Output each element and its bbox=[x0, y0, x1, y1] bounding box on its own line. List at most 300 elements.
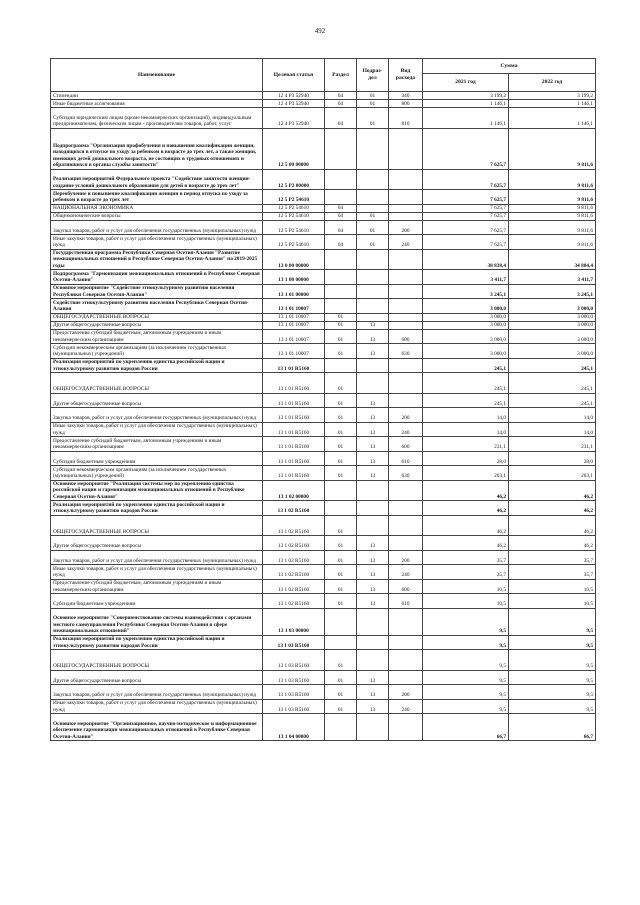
row-section-cell bbox=[325, 270, 357, 285]
row-section-cell: 01 bbox=[325, 565, 357, 580]
row-code-cell: 13 1 04 00000 bbox=[263, 714, 325, 741]
row-subsection-cell: 01 bbox=[357, 100, 389, 108]
row-code-cell: 12 5 P2 00000 bbox=[263, 169, 325, 190]
table-row bbox=[51, 249, 596, 270]
row-code-cell: 13 1 01 R5160 bbox=[263, 466, 325, 481]
row-name-cell: Реализация мероприятий по укреплению единства российской нации и этнокультурному развитию народов России bbox=[51, 501, 263, 516]
row-expense-type-cell: 240 bbox=[389, 565, 423, 580]
row-subsection-cell bbox=[357, 169, 389, 190]
row-name-cell: Другие общегосударственные вопросы bbox=[51, 670, 263, 685]
row-2021-cell: 7 625,7 bbox=[423, 204, 509, 212]
row-name-cell: Субсидии бюджетным учреждениям bbox=[51, 594, 263, 609]
row-2022-cell: 14,0 bbox=[509, 422, 596, 437]
table-row bbox=[51, 501, 596, 516]
row-code-cell: 12 4 P3 52940 bbox=[263, 92, 325, 100]
table-row bbox=[51, 699, 596, 714]
row-subsection-cell: 13 bbox=[357, 536, 389, 551]
row-section-cell: 01 bbox=[325, 650, 357, 671]
row-2022-cell: 3 000,0 bbox=[509, 329, 596, 344]
row-2021-cell: 3 000,0 bbox=[423, 344, 509, 359]
table-row bbox=[51, 579, 596, 594]
row-2021-cell: 35,7 bbox=[423, 550, 509, 565]
row-section-cell: 04 bbox=[325, 92, 357, 100]
row-2021-cell: 46,2 bbox=[423, 515, 509, 536]
row-expense-type-cell: 600 bbox=[389, 437, 423, 452]
row-expense-type-cell bbox=[389, 501, 423, 516]
row-expense-type-cell bbox=[389, 515, 423, 536]
row-2022-cell: 3 411,7 bbox=[509, 270, 596, 285]
row-name-cell: Иные закупки товаров, работ и услуг для обеспечения государственных (муниципальных) нужд bbox=[51, 422, 263, 437]
row-expense-type-cell bbox=[389, 321, 423, 329]
row-2022-cell: 66,7 bbox=[509, 714, 596, 741]
row-name-cell: Закупка товаров, работ и услуг для обеспечения государственных (муниципальных) нужд bbox=[51, 408, 263, 423]
row-code-cell: 12 5 P2 54610 bbox=[263, 220, 325, 235]
row-code-cell: 12 4 P3 52940 bbox=[263, 100, 325, 108]
row-2022-cell: 9,5 bbox=[509, 635, 596, 650]
header-sum: Сумма bbox=[423, 59, 596, 74]
row-subsection-cell: 01 bbox=[357, 108, 389, 129]
table-row bbox=[51, 670, 596, 685]
row-expense-type-cell bbox=[389, 393, 423, 408]
row-2022-cell: 9 811,6 bbox=[509, 235, 596, 250]
header-name: Наименование bbox=[51, 59, 263, 92]
row-code-cell: 13 1 03 R5160 bbox=[263, 670, 325, 685]
header-section: Раздел bbox=[325, 59, 357, 92]
row-name-cell: Субсидии некоммерческим организациям (за исключением государственных (муниципальных) учреждений) bbox=[51, 466, 263, 481]
row-2022-cell: 3 000,0 bbox=[509, 344, 596, 359]
row-code-cell: 13 1 02 R5160 bbox=[263, 594, 325, 609]
row-2022-cell: 3 245,1 bbox=[509, 284, 596, 299]
row-section-cell: 01 bbox=[325, 579, 357, 594]
row-section-cell bbox=[325, 249, 357, 270]
row-2021-cell: 7 625,7 bbox=[423, 128, 509, 169]
table-row bbox=[51, 358, 596, 373]
row-section-cell: 04 bbox=[325, 220, 357, 235]
row-subsection-cell bbox=[357, 650, 389, 671]
row-expense-type-cell: 240 bbox=[389, 699, 423, 714]
row-subsection-cell: 01 bbox=[357, 92, 389, 100]
row-2022-cell: 245,1 bbox=[509, 373, 596, 394]
row-2022-cell: 9,5 bbox=[509, 685, 596, 700]
table-row bbox=[51, 108, 596, 129]
row-subsection-cell bbox=[357, 249, 389, 270]
row-2021-cell: 3 199,2 bbox=[423, 92, 509, 100]
table-row bbox=[51, 204, 596, 212]
row-2021-cell: 3 000,0 bbox=[423, 321, 509, 329]
row-2022-cell: 10,5 bbox=[509, 579, 596, 594]
row-expense-type-cell: 810 bbox=[389, 108, 423, 129]
row-subsection-cell: 13 bbox=[357, 451, 389, 466]
row-section-cell: 01 bbox=[325, 594, 357, 609]
row-subsection-cell bbox=[357, 358, 389, 373]
row-section-cell: 01 bbox=[325, 313, 357, 321]
row-subsection-cell bbox=[357, 128, 389, 169]
row-expense-type-cell bbox=[389, 204, 423, 212]
row-section-cell: 04 bbox=[325, 212, 357, 220]
row-2021-cell: 9,5 bbox=[423, 650, 509, 671]
row-code-cell: 13 1 02 R5160 bbox=[263, 579, 325, 594]
row-subsection-cell bbox=[357, 190, 389, 205]
row-2021-cell: 7 625,7 bbox=[423, 220, 509, 235]
table-row bbox=[51, 299, 596, 314]
row-expense-type-cell bbox=[389, 284, 423, 299]
row-section-cell: 01 bbox=[325, 393, 357, 408]
row-expense-type-cell bbox=[389, 373, 423, 394]
row-expense-type-cell: 340 bbox=[389, 92, 423, 100]
row-expense-type-cell bbox=[389, 270, 423, 285]
row-expense-type-cell: 610 bbox=[389, 594, 423, 609]
row-expense-type-cell bbox=[389, 670, 423, 685]
row-code-cell: 13 1 01 R5160 bbox=[263, 451, 325, 466]
row-section-cell: 01 bbox=[325, 451, 357, 466]
table-row bbox=[51, 608, 596, 635]
row-name-cell: Предоставление субсидий бюджетным, автономным учреждениям и иным некоммерческим организациям bbox=[51, 437, 263, 452]
row-2022-cell: 245,1 bbox=[509, 393, 596, 408]
row-code-cell: 13 1 03 R5160 bbox=[263, 635, 325, 650]
row-2022-cell: 3 000,0 bbox=[509, 299, 596, 314]
row-name-cell: Субсидии некоммерческим организациям (за исключением государственных (муниципальных) учреждений) bbox=[51, 344, 263, 359]
row-expense-type-cell: 610 bbox=[389, 451, 423, 466]
row-code-cell: 13 1 01 R5160 bbox=[263, 358, 325, 373]
table-row bbox=[51, 437, 596, 452]
row-2022-cell: 203,1 bbox=[509, 466, 596, 481]
row-name-cell: Основное мероприятие "Содействие этнокультурному развитию населения Республики Северная Осетия-Алания" bbox=[51, 284, 263, 299]
row-2022-cell: 245,1 bbox=[509, 358, 596, 373]
table-row bbox=[51, 270, 596, 285]
row-2022-cell: 14,0 bbox=[509, 408, 596, 423]
row-2022-cell: 35,7 bbox=[509, 565, 596, 580]
row-2021-cell: 203,1 bbox=[423, 466, 509, 481]
row-name-cell: ОБЩЕГОСУДАРСТВЕННЫЕ ВОПРОСЫ bbox=[51, 373, 263, 394]
row-subsection-cell: 13 bbox=[357, 466, 389, 481]
table-row bbox=[51, 220, 596, 235]
row-name-cell: НАЦИОНАЛЬНАЯ ЭКОНОМИКА bbox=[51, 204, 263, 212]
table-row bbox=[51, 650, 596, 671]
row-name-cell: Субсидии юридическим лицам (кроме некоммерческих организаций), индивидуальным предпринимателям, физическим лицам - производителям товаров, работ, услуг bbox=[51, 108, 263, 129]
row-2022-cell: 1 146,1 bbox=[509, 108, 596, 129]
row-2022-cell: 9,5 bbox=[509, 608, 596, 635]
row-code-cell: 13 1 03 00000 bbox=[263, 608, 325, 635]
row-code-cell: 12 5 P2 54610 bbox=[263, 235, 325, 250]
table-row bbox=[51, 550, 596, 565]
row-2022-cell: 46,2 bbox=[509, 515, 596, 536]
row-2022-cell: 46,2 bbox=[509, 480, 596, 501]
row-expense-type-cell bbox=[389, 313, 423, 321]
row-code-cell: 12 5 00 00000 bbox=[263, 128, 325, 169]
row-section-cell bbox=[325, 128, 357, 169]
row-subsection-cell bbox=[357, 480, 389, 501]
row-subsection-cell: 01 bbox=[357, 212, 389, 220]
row-2022-cell: 9 811,6 bbox=[509, 204, 596, 212]
row-2021-cell: 35,7 bbox=[423, 565, 509, 580]
page-number: 492 bbox=[314, 27, 326, 35]
row-code-cell: 13 1 01 R5160 bbox=[263, 422, 325, 437]
table-row bbox=[51, 329, 596, 344]
row-name-cell: Содействие этнокультурному развитию населения Республики Северная Осетия-Алания bbox=[51, 299, 263, 314]
row-2022-cell: 46,2 bbox=[509, 501, 596, 516]
row-name-cell: ОБЩЕГОСУДАРСТВЕННЫЕ ВОПРОСЫ bbox=[51, 650, 263, 671]
row-2021-cell: 9,5 bbox=[423, 635, 509, 650]
table-row bbox=[51, 344, 596, 359]
header-2021: 2021 год bbox=[423, 74, 509, 92]
table-row bbox=[51, 466, 596, 481]
table-row bbox=[51, 284, 596, 299]
row-expense-type-cell: 200 bbox=[389, 220, 423, 235]
row-name-cell: Закупка товаров, работ и услуг для обеспечения государственных (муниципальных) нужд bbox=[51, 550, 263, 565]
header-subsection: Подраз-дел bbox=[357, 59, 389, 92]
row-section-cell: 01 bbox=[325, 437, 357, 452]
row-subsection-cell bbox=[357, 373, 389, 394]
row-expense-type-cell: 800 bbox=[389, 100, 423, 108]
table-row bbox=[51, 321, 596, 329]
row-code-cell: 12 5 P2 54610 bbox=[263, 190, 325, 205]
row-subsection-cell: 13 bbox=[357, 329, 389, 344]
row-section-cell bbox=[325, 169, 357, 190]
row-expense-type-cell bbox=[389, 169, 423, 190]
row-2021-cell: 231,1 bbox=[423, 437, 509, 452]
row-expense-type-cell: 240 bbox=[389, 422, 423, 437]
row-expense-type-cell bbox=[389, 249, 423, 270]
row-code-cell: 13 1 01 10007 bbox=[263, 329, 325, 344]
row-2022-cell: 3 000,0 bbox=[509, 321, 596, 329]
table-row bbox=[51, 635, 596, 650]
row-subsection-cell bbox=[357, 299, 389, 314]
row-expense-type-cell bbox=[389, 212, 423, 220]
table-row bbox=[51, 685, 596, 700]
row-2022-cell: 9 811,6 bbox=[509, 190, 596, 205]
row-code-cell: 12 4 P3 52940 bbox=[263, 108, 325, 129]
row-section-cell: 01 bbox=[325, 373, 357, 394]
row-section-cell bbox=[325, 299, 357, 314]
row-2021-cell: 1 146,1 bbox=[423, 100, 509, 108]
table-row bbox=[51, 408, 596, 423]
table-row bbox=[51, 212, 596, 220]
row-code-cell: 13 1 03 R5160 bbox=[263, 650, 325, 671]
row-subsection-cell: 13 bbox=[357, 393, 389, 408]
row-2021-cell: 3 000,0 bbox=[423, 329, 509, 344]
row-expense-type-cell: 200 bbox=[389, 550, 423, 565]
row-name-cell: Иные закупки товаров, работ и услуг для обеспечения государственных (муниципальных) нужд bbox=[51, 699, 263, 714]
row-section-cell bbox=[325, 501, 357, 516]
row-name-cell: Реализация мероприятий по укреплению единства российской нации и этнокультурному развитию народов России bbox=[51, 358, 263, 373]
row-subsection-cell bbox=[357, 635, 389, 650]
row-2022-cell: 10,5 bbox=[509, 594, 596, 609]
row-expense-type-cell bbox=[389, 358, 423, 373]
table-row bbox=[51, 100, 596, 108]
row-name-cell: Основное мероприятие "Реализация системы мер по укреплению единства российской нации и гармонизации межнациональных отношений в Республике Северная Осетия-Алания" bbox=[51, 480, 263, 501]
row-2021-cell: 66,7 bbox=[423, 714, 509, 741]
row-subsection-cell: 13 bbox=[357, 344, 389, 359]
row-2021-cell: 1 146,1 bbox=[423, 108, 509, 129]
row-subsection-cell bbox=[357, 284, 389, 299]
row-2021-cell: 46,2 bbox=[423, 536, 509, 551]
row-code-cell: 13 1 02 R5160 bbox=[263, 550, 325, 565]
row-subsection-cell: 13 bbox=[357, 579, 389, 594]
row-subsection-cell: 13 bbox=[357, 422, 389, 437]
row-section-cell: 01 bbox=[325, 550, 357, 565]
table-row bbox=[51, 714, 596, 741]
row-name-cell: Иные закупки товаров, работ и услуг для обеспечения государственных (муниципальных) нужд bbox=[51, 235, 263, 250]
table-row bbox=[51, 515, 596, 536]
table-row bbox=[51, 92, 596, 100]
row-section-cell: 01 bbox=[325, 699, 357, 714]
row-2022-cell: 46,2 bbox=[509, 536, 596, 551]
row-2022-cell: 9 811,6 bbox=[509, 128, 596, 169]
row-2022-cell: 28,0 bbox=[509, 451, 596, 466]
row-name-cell: Реализация мероприятий Федерального проекта "Содействие занятости женщин-создание условий дошкольного образования для детей в возрасте до трех лет" bbox=[51, 169, 263, 190]
row-2021-cell: 245,1 bbox=[423, 373, 509, 394]
row-expense-type-cell bbox=[389, 714, 423, 741]
budget-table bbox=[50, 58, 596, 741]
row-subsection-cell: 13 bbox=[357, 408, 389, 423]
row-name-cell: Иные закупки товаров, работ и услуг для обеспечения государственных (муниципальных) нужд bbox=[51, 565, 263, 580]
row-2021-cell: 10,5 bbox=[423, 579, 509, 594]
row-expense-type-cell: 200 bbox=[389, 685, 423, 700]
row-section-cell: 01 bbox=[325, 685, 357, 700]
row-code-cell: 13 1 02 R5160 bbox=[263, 501, 325, 516]
row-name-cell: Основное мероприятие "Совершенствование системы взаимодействия с органами местного самоуправления Республики Северная Осетия-Алания в сфере межнациональных отношений" bbox=[51, 608, 263, 635]
row-2021-cell: 14,0 bbox=[423, 422, 509, 437]
row-name-cell: Предоставление субсидий бюджетным, автономным учреждениям и иным некоммерческим организациям bbox=[51, 579, 263, 594]
row-code-cell: 13 1 01 10007 bbox=[263, 299, 325, 314]
row-expense-type-cell bbox=[389, 299, 423, 314]
row-code-cell: 13 1 01 R5160 bbox=[263, 373, 325, 394]
row-2021-cell: 7 625,7 bbox=[423, 212, 509, 220]
row-2021-cell: 14,0 bbox=[423, 408, 509, 423]
row-expense-type-cell bbox=[389, 480, 423, 501]
row-section-cell bbox=[325, 714, 357, 741]
row-2021-cell: 9,5 bbox=[423, 699, 509, 714]
header-expense-type: Вид расхода bbox=[389, 59, 423, 92]
table-row bbox=[51, 451, 596, 466]
header-2022: 2022 год bbox=[509, 74, 596, 92]
table-row bbox=[51, 235, 596, 250]
row-subsection-cell bbox=[357, 515, 389, 536]
row-2022-cell: 231,1 bbox=[509, 437, 596, 452]
row-2022-cell: 9 811,6 bbox=[509, 212, 596, 220]
row-code-cell: 13 1 02 00000 bbox=[263, 480, 325, 501]
table-body bbox=[51, 92, 596, 741]
row-subsection-cell bbox=[357, 270, 389, 285]
row-expense-type-cell: 630 bbox=[389, 466, 423, 481]
row-2021-cell: 28,0 bbox=[423, 451, 509, 466]
row-section-cell: 04 bbox=[325, 108, 357, 129]
row-code-cell: 13 1 01 10007 bbox=[263, 321, 325, 329]
row-section-cell: 01 bbox=[325, 321, 357, 329]
row-code-cell: 13 1 01 R5160 bbox=[263, 437, 325, 452]
table-row bbox=[51, 393, 596, 408]
row-expense-type-cell bbox=[389, 536, 423, 551]
row-2021-cell: 9,5 bbox=[423, 670, 509, 685]
table-row bbox=[51, 480, 596, 501]
row-2021-cell: 3 000,0 bbox=[423, 299, 509, 314]
row-2021-cell: 3 245,1 bbox=[423, 284, 509, 299]
row-subsection-cell: 13 bbox=[357, 685, 389, 700]
row-2021-cell: 10,5 bbox=[423, 594, 509, 609]
row-2022-cell: 3 199,2 bbox=[509, 92, 596, 100]
row-2022-cell: 9,5 bbox=[509, 670, 596, 685]
row-code-cell: 13 1 03 R5160 bbox=[263, 685, 325, 700]
row-expense-type-cell: 200 bbox=[389, 408, 423, 423]
table-row bbox=[51, 594, 596, 609]
row-section-cell bbox=[325, 608, 357, 635]
row-code-cell: 13 1 00 00000 bbox=[263, 270, 325, 285]
row-section-cell bbox=[325, 480, 357, 501]
row-2021-cell: 7 625,7 bbox=[423, 169, 509, 190]
row-subsection-cell bbox=[357, 608, 389, 635]
row-section-cell bbox=[325, 190, 357, 205]
row-code-cell: 13 1 03 R5160 bbox=[263, 699, 325, 714]
row-name-cell: Стипендии bbox=[51, 92, 263, 100]
row-subsection-cell bbox=[357, 714, 389, 741]
row-name-cell: ОБЩЕГОСУДАРСТВЕННЫЕ ВОПРОСЫ bbox=[51, 313, 263, 321]
row-expense-type-cell bbox=[389, 190, 423, 205]
row-expense-type-cell: 240 bbox=[389, 235, 423, 250]
table-row bbox=[51, 128, 596, 169]
row-expense-type-cell: 600 bbox=[389, 579, 423, 594]
row-expense-type-cell: 630 bbox=[389, 344, 423, 359]
row-subsection-cell: 13 bbox=[357, 550, 389, 565]
table-row bbox=[51, 169, 596, 190]
row-section-cell: 01 bbox=[325, 466, 357, 481]
row-section-cell: 04 bbox=[325, 100, 357, 108]
row-subsection-cell: 01 bbox=[357, 220, 389, 235]
row-subsection-cell: 13 bbox=[357, 670, 389, 685]
row-section-cell: 01 bbox=[325, 329, 357, 344]
row-section-cell: 01 bbox=[325, 670, 357, 685]
header-code: Целевая статья bbox=[263, 59, 325, 92]
table-row bbox=[51, 565, 596, 580]
row-2022-cell: 1 146,1 bbox=[509, 100, 596, 108]
row-expense-type-cell bbox=[389, 650, 423, 671]
row-2021-cell: 9,5 bbox=[423, 685, 509, 700]
row-2021-cell: 38 838,4 bbox=[423, 249, 509, 270]
row-2022-cell: 9,5 bbox=[509, 699, 596, 714]
row-section-cell bbox=[325, 635, 357, 650]
row-2021-cell: 3 000,0 bbox=[423, 313, 509, 321]
row-name-cell: Другие общегосударственные вопросы bbox=[51, 393, 263, 408]
row-section-cell: 01 bbox=[325, 344, 357, 359]
row-expense-type-cell: 600 bbox=[389, 329, 423, 344]
row-2021-cell: 245,1 bbox=[423, 358, 509, 373]
row-subsection-cell: 13 bbox=[357, 699, 389, 714]
row-name-cell: ОБЩЕГОСУДАРСТВЕННЫЕ ВОПРОСЫ bbox=[51, 515, 263, 536]
row-code-cell: 13 1 02 R5160 bbox=[263, 536, 325, 551]
row-name-cell: Подпрограмма "Гармонизация межнациональных отношений в Республике Северная Осетия-Алания" bbox=[51, 270, 263, 285]
row-expense-type-cell bbox=[389, 128, 423, 169]
row-code-cell: 13 1 02 R5160 bbox=[263, 515, 325, 536]
row-section-cell: 04 bbox=[325, 204, 357, 212]
table-row bbox=[51, 190, 596, 205]
row-subsection-cell: 13 bbox=[357, 321, 389, 329]
row-2021-cell: 245,1 bbox=[423, 393, 509, 408]
row-2022-cell: 34 884,4 bbox=[509, 249, 596, 270]
table-row bbox=[51, 313, 596, 321]
row-code-cell: 13 1 02 R5160 bbox=[263, 565, 325, 580]
row-code-cell: 13 1 01 R5160 bbox=[263, 393, 325, 408]
table-row bbox=[51, 536, 596, 551]
row-name-cell: Переобучение и повышение квалификации женщин в период отпуска по уходу за ребенком в возрасте до трех лет bbox=[51, 190, 263, 205]
row-subsection-cell bbox=[357, 313, 389, 321]
row-expense-type-cell bbox=[389, 608, 423, 635]
row-name-cell: Другие общегосударственные вопросы bbox=[51, 321, 263, 329]
row-2021-cell: 46,2 bbox=[423, 501, 509, 516]
row-section-cell bbox=[325, 284, 357, 299]
row-name-cell: Закупка товаров, работ и услуг для обеспечения государственных (муниципальных) нужд bbox=[51, 220, 263, 235]
row-section-cell: 01 bbox=[325, 536, 357, 551]
table-row bbox=[51, 373, 596, 394]
row-2021-cell: 46,2 bbox=[423, 480, 509, 501]
